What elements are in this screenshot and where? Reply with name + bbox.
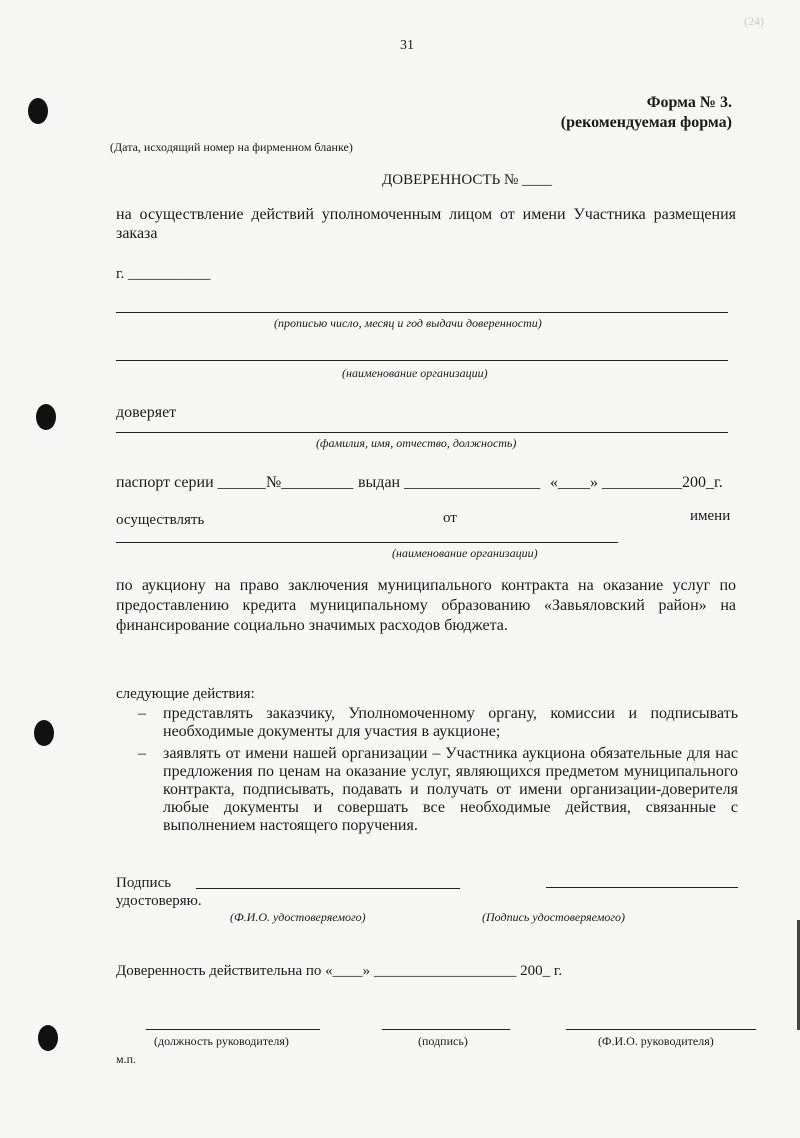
organization-caption-2: (наименование организации) bbox=[392, 546, 538, 560]
bullet-line: необходимые документы для участия в аукционе; bbox=[163, 723, 501, 740]
fio-caption-footer: (Ф.И.О. руководителя) bbox=[598, 1034, 714, 1048]
bullet-line: представлять заказчику, Уполномоченному органу, комиссии и подписывать bbox=[163, 705, 738, 722]
bullet-dash: – bbox=[138, 705, 146, 722]
bullet-line: заявлять от имени нашей организации – Участника аукциона обязательные для нас bbox=[163, 745, 738, 762]
organization-line bbox=[116, 360, 728, 361]
auction-line: предоставлению кредита муниципальному образованию «Завьяловский район» на bbox=[116, 597, 736, 614]
sign-caption: (Подпись удостоверяемого) bbox=[482, 910, 626, 924]
date-line bbox=[116, 312, 728, 313]
corner-mark: (24) bbox=[744, 14, 764, 28]
organization-caption: (наименование организации) bbox=[342, 366, 488, 380]
punch-hole bbox=[28, 98, 48, 124]
stamp-place: м.п. bbox=[116, 1052, 137, 1066]
sign-caption-footer: (подпись) bbox=[418, 1034, 468, 1048]
intro-line-2: заказа bbox=[116, 225, 158, 242]
position-caption: (должность руководителя) bbox=[154, 1034, 289, 1048]
form-subtitle: (рекомендуемая форма) bbox=[560, 114, 732, 131]
city-field: г. ___________ bbox=[116, 266, 211, 282]
sign-line bbox=[382, 1029, 510, 1030]
intro-line-1: на осуществление действий уполномоченным лицом от имени Участника размещения bbox=[116, 206, 736, 223]
bullet-item bbox=[163, 745, 738, 835]
bullet-line: выполнением настоящего поручения. bbox=[163, 817, 418, 834]
passport-series: паспорт серии ______ bbox=[116, 474, 266, 491]
bullet-line: любые документы и совершать все необходимые действия, связанные с bbox=[163, 799, 738, 816]
bullet-line: контракта, подписывать, подавать и получать от имени организации-доверителя bbox=[163, 781, 738, 798]
auction-paragraph bbox=[116, 576, 736, 636]
signature-sign-line bbox=[546, 887, 738, 888]
bullet-line: предложения по ценам на оказание услуг, являющихся предметом муниципального bbox=[163, 763, 738, 780]
form-number: Форма № 3. bbox=[646, 94, 732, 111]
date-note: (Дата, исходящий номер на фирменном бланке) bbox=[110, 140, 353, 154]
bullet-dash: – bbox=[138, 745, 146, 762]
signature-label: Подпись bbox=[116, 875, 172, 891]
punch-hole bbox=[36, 404, 56, 430]
punch-hole bbox=[34, 720, 54, 746]
passport-date: «____» __________200_г. bbox=[550, 474, 723, 491]
perform-word-2: от bbox=[443, 510, 457, 526]
document-title: ДОВЕРЕННОСТЬ № ____ bbox=[382, 172, 553, 188]
perform-word-3: имени bbox=[690, 508, 731, 524]
organization-line-2 bbox=[116, 542, 618, 543]
actions-intro: следующие действия: bbox=[116, 686, 255, 702]
punch-hole bbox=[38, 1025, 58, 1051]
fio-line bbox=[566, 1029, 756, 1030]
passport-issued: выдан _________________ bbox=[358, 474, 541, 491]
position-line bbox=[146, 1029, 320, 1030]
bullet-item bbox=[163, 705, 738, 741]
passport-number: №_________ bbox=[266, 474, 354, 491]
auction-line: финансирование социально значимых расходов бюджета. bbox=[116, 617, 508, 634]
signature-fio-line bbox=[196, 888, 460, 889]
trusts-word: доверяет bbox=[116, 404, 177, 421]
person-line bbox=[116, 432, 728, 433]
page-number: 31 bbox=[400, 38, 414, 53]
person-caption: (фамилия, имя, отчество, должность) bbox=[316, 436, 517, 450]
date-caption: (прописью число, месяц и год выдачи доверенности) bbox=[274, 316, 542, 330]
perform-word-1: осуществлять bbox=[116, 512, 205, 528]
validity-line: Доверенность действительна по «____» ___________________ 200_ г. bbox=[116, 963, 563, 979]
fio-caption: (Ф.И.О. удостоверяемого) bbox=[230, 910, 366, 924]
auction-line: по аукциону на право заключения муниципального контракта на оказание услуг по bbox=[116, 577, 736, 594]
certify-label: удостоверяю. bbox=[116, 893, 202, 909]
